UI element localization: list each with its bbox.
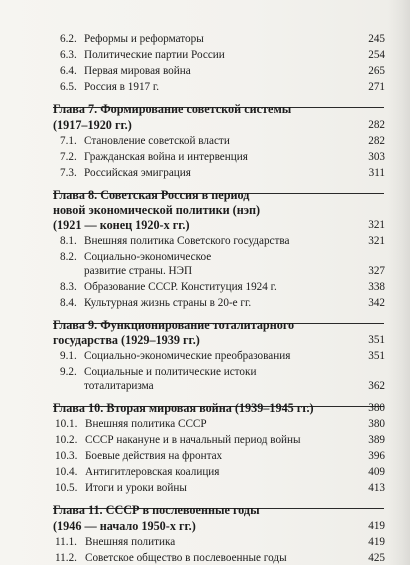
toc-entry-title: СССР накануне и в начальный период войны xyxy=(85,434,301,446)
toc-entry-title: Становление советской власти xyxy=(84,135,230,147)
toc-chapter-title: новой экономической политики (нэп) xyxy=(53,203,261,217)
toc-chapter-title: государства (1929–1939 гг.) xyxy=(53,333,200,347)
toc-page-number: 327 xyxy=(368,265,385,277)
toc-page-number: 362 xyxy=(368,380,385,392)
toc-entry-number: 7.3. xyxy=(60,167,77,179)
toc-entry-number: 6.2. xyxy=(60,33,77,45)
toc-entry-number: 9.1. xyxy=(60,350,77,362)
toc-entry-title: Первая мировая война xyxy=(84,65,191,77)
toc-entry-number: 8.3. xyxy=(60,281,77,293)
toc-entry-title: Россия в 1917 г. xyxy=(84,81,160,93)
toc-entry-title: Социальные и политические истоки xyxy=(84,366,257,378)
toc-page-number: 245 xyxy=(368,33,385,45)
toc-entry-number: 7.1. xyxy=(60,135,77,147)
toc-entry-title: Социально-экономические преобразования xyxy=(84,350,291,362)
toc-entry-title: Политические партии России xyxy=(84,49,225,61)
toc-entry-title: Реформы и реформаторы xyxy=(84,33,204,45)
toc-entry-number: 11.2. xyxy=(55,552,77,564)
page-edge-shadow xyxy=(388,0,410,565)
toc-page-number: 419 xyxy=(368,520,385,532)
toc-entry-number: 10.1. xyxy=(55,418,78,430)
toc-page-number: 282 xyxy=(368,135,385,147)
toc-entry-number: 6.5. xyxy=(60,81,77,93)
toc-page-number: 271 xyxy=(368,81,385,93)
toc-entry-title: Социально-экономическое xyxy=(84,251,212,263)
toc-entry-title: Антигитлеровская коалиция xyxy=(85,466,220,478)
toc-entry-title: Гражданская война и интервенция xyxy=(84,151,248,163)
toc-entry-title: Внешняя политика СССР xyxy=(85,418,207,430)
toc-page-number: 380 xyxy=(368,402,385,414)
toc-page-number: 265 xyxy=(368,65,385,77)
toc-entry-number: 7.2. xyxy=(60,151,77,163)
toc-entry-number: 10.3. xyxy=(55,450,78,462)
toc-entry-number: 10.2. xyxy=(55,434,78,446)
toc-entry-title: Образование СССР. Конституция 1924 г. xyxy=(84,281,277,293)
toc-entry-title: Культурная жизнь страны в 20-е гг. xyxy=(84,297,252,309)
toc-page-number: 419 xyxy=(368,536,385,548)
toc-page-number: 425 xyxy=(368,552,385,564)
toc-entry-number: 8.2. xyxy=(60,251,77,263)
toc-entry-number: 8.4. xyxy=(60,297,77,309)
toc-entry-number: 6.4. xyxy=(60,65,77,77)
toc-page-number: 342 xyxy=(368,297,385,309)
toc-chapter-title: (1917–1920 гг.) xyxy=(53,118,132,132)
toc-chapter-title: (1946 — начало 1950-х гг.) xyxy=(53,519,196,533)
toc-page-number: 254 xyxy=(368,49,385,61)
toc-chapter-title: Глава 10. Вторая мировая война (1939–1945 гг.) xyxy=(53,401,314,415)
toc-page-number: 282 xyxy=(368,119,385,131)
toc-page-number: 389 xyxy=(368,434,385,446)
toc-entry-number: 9.2. xyxy=(60,366,77,378)
toc-entry-number: 10.5. xyxy=(55,482,78,494)
toc-entry-number: 6.3. xyxy=(60,49,77,61)
toc-page-number: 321 xyxy=(368,219,385,231)
toc-chapter-title: Глава 8. Советская Россия в период xyxy=(53,188,250,202)
toc-page-number: 311 xyxy=(368,167,385,179)
toc-chapter-title: Глава 11. СССР в послевоенные годы xyxy=(53,503,260,517)
toc-page-number: 409 xyxy=(368,466,385,478)
toc-entry-title: Внешняя политика xyxy=(85,536,176,548)
toc-page-number: 321 xyxy=(368,235,385,247)
toc-page-number: 413 xyxy=(368,482,385,494)
toc-entry-title: тоталитаризма xyxy=(84,380,154,392)
toc-page-number: 380 xyxy=(368,418,385,430)
toc-entry-title: Российская эмиграция xyxy=(84,167,191,179)
toc-entry-number: 11.1. xyxy=(55,536,77,548)
toc-page-number: 351 xyxy=(368,350,385,362)
toc-entry-title: Итоги и уроки войны xyxy=(85,482,187,494)
toc-entry-title: Боевые действия на фронтах xyxy=(85,450,223,462)
toc-entry-number: 10.4. xyxy=(55,466,78,478)
toc-entry-title: Советское общество в послевоенные годы xyxy=(85,552,287,564)
toc-page-number: 351 xyxy=(368,334,385,346)
toc-chapter-title: (1921 — конец 1920-х гг.) xyxy=(53,218,190,232)
toc-entry-title: развитие страны. НЭП xyxy=(84,265,193,277)
toc-page-number: 303 xyxy=(368,151,385,163)
toc-entry-title: Внешняя политика Советского государства xyxy=(84,235,290,247)
toc-entry-number: 8.1. xyxy=(60,235,77,247)
toc-page-number: 338 xyxy=(368,281,385,293)
toc-chapter-title: Глава 9. Функционирование тоталитарного xyxy=(53,318,295,332)
toc-chapter-title: Глава 7. Формирование советской системы xyxy=(53,102,292,116)
toc-page-number: 396 xyxy=(368,450,385,462)
